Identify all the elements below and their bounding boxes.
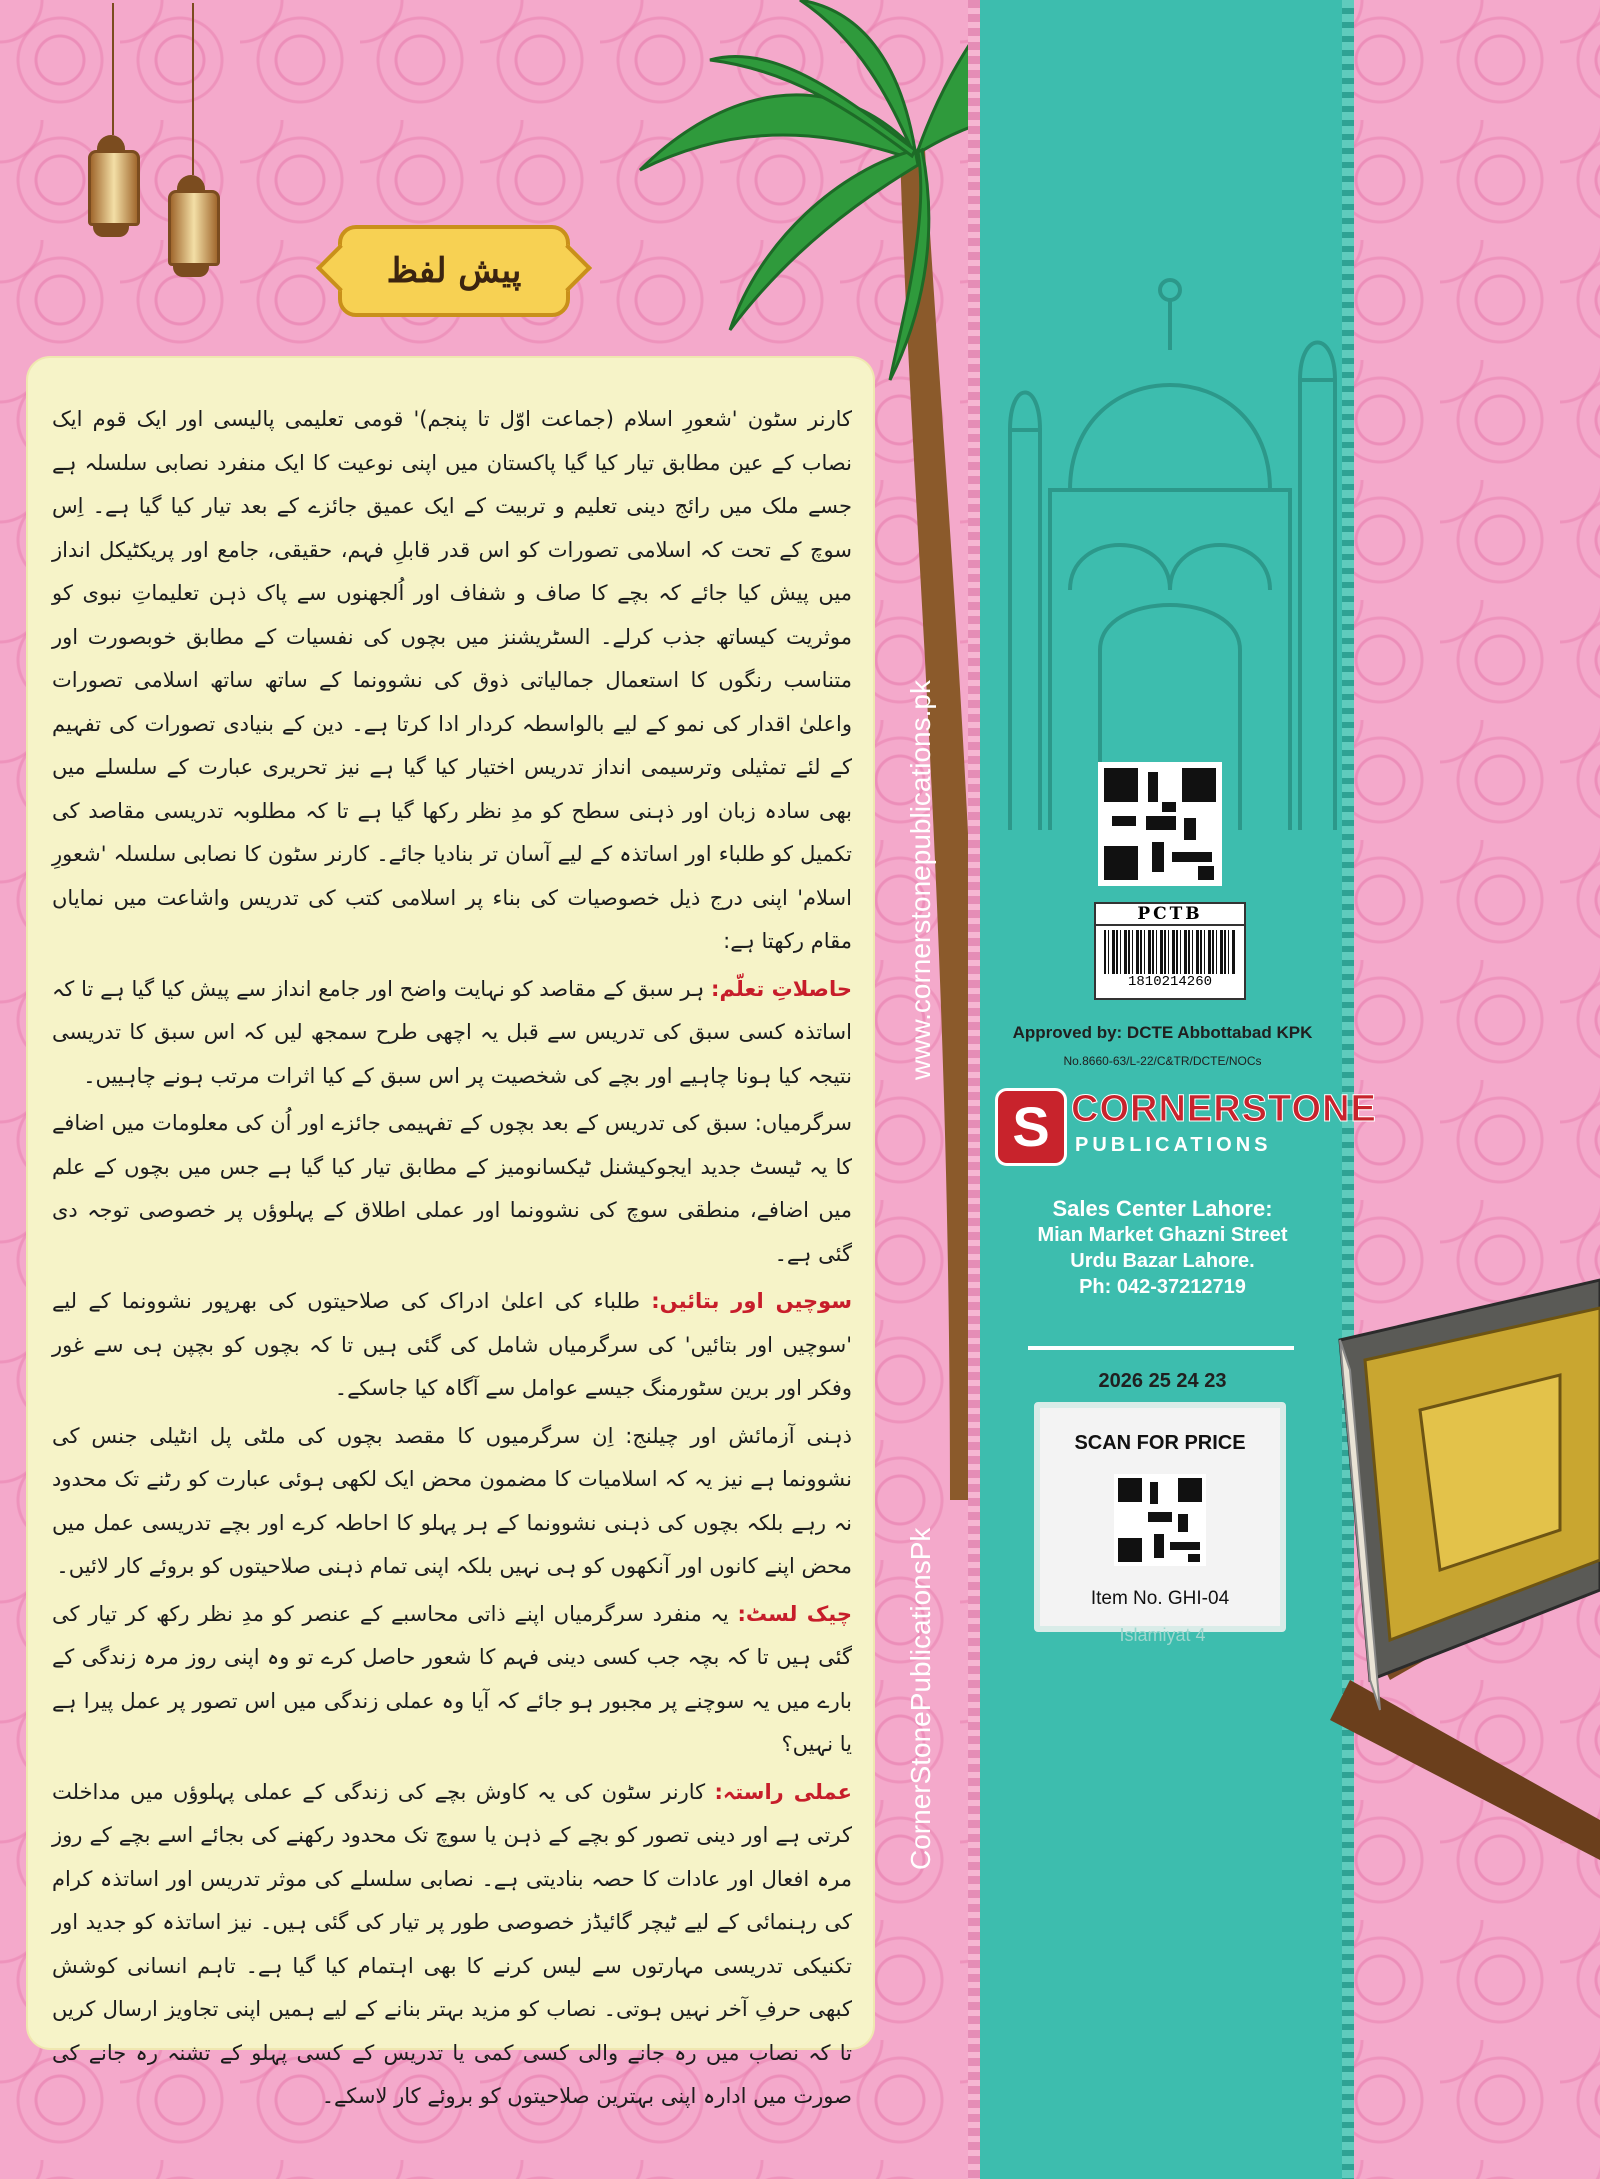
- barcode-icon: [1104, 930, 1236, 974]
- paragraph: عملی راستہ: کارنر سٹون کی یہ کاوش بچے کی زندگی کے عملی پہلوؤں میں مداخلت کرتی ہے اور دینی تصور کو بچے کے ذہن یا سوچ تک محدود رکھنے کی بجائے اسے بچے کے روز مرہ افعال اور عادات کا حصہ بنادیتی ہے۔ نصابی سلسلے کی موثر تدریس اور اساتذہ کرام کی رہنمائی کے لیے ٹیچر گائیڈز خصوصی طور پر تیار کی گئی ہیں۔ نیز اساتذہ کو جدید اور تکنیکی تدریسی مہارتوں سے لیس کرنے کا بھی اہتمام کیا گیا ہے۔ تاہم انسانی کوشش کبھی حرفِ آخر نہیں ہوتی۔ نصاب کو مزید بہتر بنانے کے لیے ہمیں اپنی تجاویز ارسال کریں تا کہ نصاب میں رہ جانے والی کسی کمی یا تدریس کے کسی پہلو کے تشنہ رہ جانے کی صورت میں ادارہ اپنی بہترین صلاحیتوں کو بروئے کار لاسکے۔: [52, 1779, 852, 2108]
- hanging-lantern-icon: [88, 150, 140, 226]
- approval-text: Approved by: DCTE Abbottabad KPK: [1012, 1023, 1313, 1042]
- page-heading: پیش لفظ: [338, 225, 570, 317]
- qr-code-icon[interactable]: [1114, 1474, 1206, 1566]
- logo-subtitle: PUBLICATIONS: [1075, 1134, 1272, 1156]
- quran-on-stand-illustration: [1310, 1260, 1600, 1860]
- hanging-lantern-icon: [168, 190, 220, 266]
- mosque-illustration: [990, 230, 1350, 830]
- sales-phone: Ph: 042-37212719: [1079, 1276, 1246, 1298]
- sales-center: [990, 1196, 1335, 1300]
- spine-border-left: [968, 0, 980, 2179]
- sales-line: Urdu Bazar Lahore.: [1070, 1250, 1255, 1272]
- noc-number: No.8660-63/L-22/C&TR/DCTE/NOCs: [1063, 1054, 1262, 1068]
- item-number: Item No. GHI-04: [1090, 1588, 1230, 1609]
- print-years: 2026 25 24 23: [1098, 1370, 1227, 1392]
- pctb-label: PCTB: [1096, 904, 1244, 926]
- foreword-text: [52, 398, 852, 2123]
- qr-code-icon[interactable]: [1098, 762, 1222, 886]
- book-title: Islamiyat 4: [1119, 1625, 1206, 1645]
- website-link[interactable]: www.cornerstonepublications.pk: [905, 680, 936, 1080]
- barcode-box: [1094, 902, 1246, 1000]
- price-heading: SCAN FOR PRICE: [1074, 1432, 1246, 1454]
- paragraph: سرگرمیاں: سبق کی تدریس کے بعد بچوں کے تفہیمی جائزے اور اُن کی معلومات میں اضافے کا یہ ٹیسٹ جدید ایجوکیشنل ٹیکسانومیز کے مطابق تیار کیا گیا ہے جس میں بچوں کے علم میں اضافے، منطقی سوچ کی نشوونما اور عملی اطلاق کے پہلوؤں پر خصوصی توجہ دی گئی ہے۔: [52, 1111, 852, 1266]
- paragraph: کارنر سٹون 'شعورِ اسلام (جماعت اوّل تا پنجم)' قومی تعلیمی پالیسی اور ایک قوم ایک نصاب کے عین مطابق تیار کیا گیا پاکستان میں اپنی نوعیت کا ایک منفرد نصابی سلسلہ ہے جسے ملک میں رائج دینی تعلیم و تربیت کے ایک عمیق جائزے کے بعد تیار کیا گیا ہے۔ اِس سوچ کے تحت کہ اسلامی تصورات کو اس قدر قابلِ فہم، حقیقی، جامع اور پریکٹیکل انداز میں پیش کیا جائے کہ بچے کا صاف و شفاف اور اُلجھنوں سے پاک ذہن تعلیماتِ نبوی کو موثریت کیساتھ جذب کرلے۔ السٹریشنز میں بچوں کی نفسیات کے مطابق خوبصورت اور متناسب رنگوں کا استعمال جمالیاتی ذوق کی نشوونما کے ساتھ ساتھ اسلامی تصورات واعلیٰ اقدار کی نمو کے لیے بالواسطہ کردار ادا کرتا ہے۔ دین کے بنیادی تصورات کی تفہیم کے لئے تمثیلی وترسیمی انداز تدریس اختیار کیا گیا ہے نیز تحریری عبارت کے سلسلے میں بھی سادہ زبان اور ذہنی سطح کو مدِ نظر رکھا گیا ہے تا کہ مطلوبہ تدریسی مقاصد کی تکمیل کو طلباء اور اساتذہ کے لیے آسان تر بنادیا جائے۔ کارنر سٹون کا نصابی سلسلہ 'شعورِ اسلام' اپنی درج ذیل خصوصیات کی بناء پر اسلامی کتب کی تدریس واشاعت میں نمایاں مقام رکھتا ہے:: [52, 407, 852, 953]
- paragraph: حاصلاتِ تعلّم: ہر سبق کے مقاصد کو نہایت واضح اور جامع انداز سے پیش کیا گیا ہے تا کہ اساتذہ کسی سبق کی تدریس سے قبل یہ اچھی طرح سمجھ لیں کہ اس سبق کا تدریسی نتیجہ کیا ہونا چاہیے اور بچے کی شخصیت پر اس سبق کے کیا اثرات مرتب ہونے چاہییں۔: [52, 976, 852, 1088]
- paragraph: چیک لسٹ: یہ منفرد سرگرمیاں اپنے ذاتی محاسبے کے عنصر کو مدِ نظر رکھ کر تیار کی گئی ہیں تا کہ بچہ جب کسی دینی فہم کا شعور حاصل کرے تو وہ اپنی روز مرہ زندگی کے بارے میں یہ سوچنے پر مجبور ہو جائے کہ آیا وہ عملی زندگی میں اس تصور پر عمل پیرا ہے یا نہیں؟: [52, 1601, 852, 1756]
- price-box: [1034, 1402, 1286, 1632]
- barcode-number: 1810214260: [1127, 974, 1212, 990]
- divider: [1028, 1346, 1294, 1350]
- publisher-logo: [995, 1088, 1377, 1166]
- logo-letter: S: [995, 1088, 1067, 1166]
- paragraph: سوچیں اور بتائیں: طلباء کی اعلیٰ ادراک کی صلاحیتوں کی بھرپور نشوونما کے لیے 'سوچیں اور بتائیں' کی سرگرمیاں شامل کی گئی ہیں تا کہ بچوں کو بچپن ہی سے غور وفکر اور برین سٹورمنگ جیسے عوامل سے آگاہ کیا جاسکے۔: [52, 1289, 852, 1400]
- sales-heading: Sales Center Lahore:: [1052, 1196, 1273, 1221]
- logo-name: CORNERSTONE: [1071, 1088, 1377, 1130]
- paragraph: ذہنی آزمائش اور چیلنج: اِن سرگرمیوں کا مقصد بچوں کی ملٹی پل انٹیلی جنس کی نشوونما ہے نیز یہ کہ اسلامیات کا مضمون محض ایک لکھی ہوئی عبارت کو رٹنے تک محدود نہ رہے بلکہ بچوں کی ذہنی نشوونما کے ہر پہلو کا احاطہ کرے اور بچے تدریسی عمل میں محض اپنے کانوں اور آنکھوں کو ہی نہیں بلکہ اپنی تمام ذہنی صلاحیتوں کو بروئے کار لائیں۔: [52, 1423, 852, 1578]
- sales-line: Mian Market Ghazni Street: [1037, 1224, 1288, 1246]
- facebook-link[interactable]: CornerStonePublicationsPk: [905, 1527, 936, 1870]
